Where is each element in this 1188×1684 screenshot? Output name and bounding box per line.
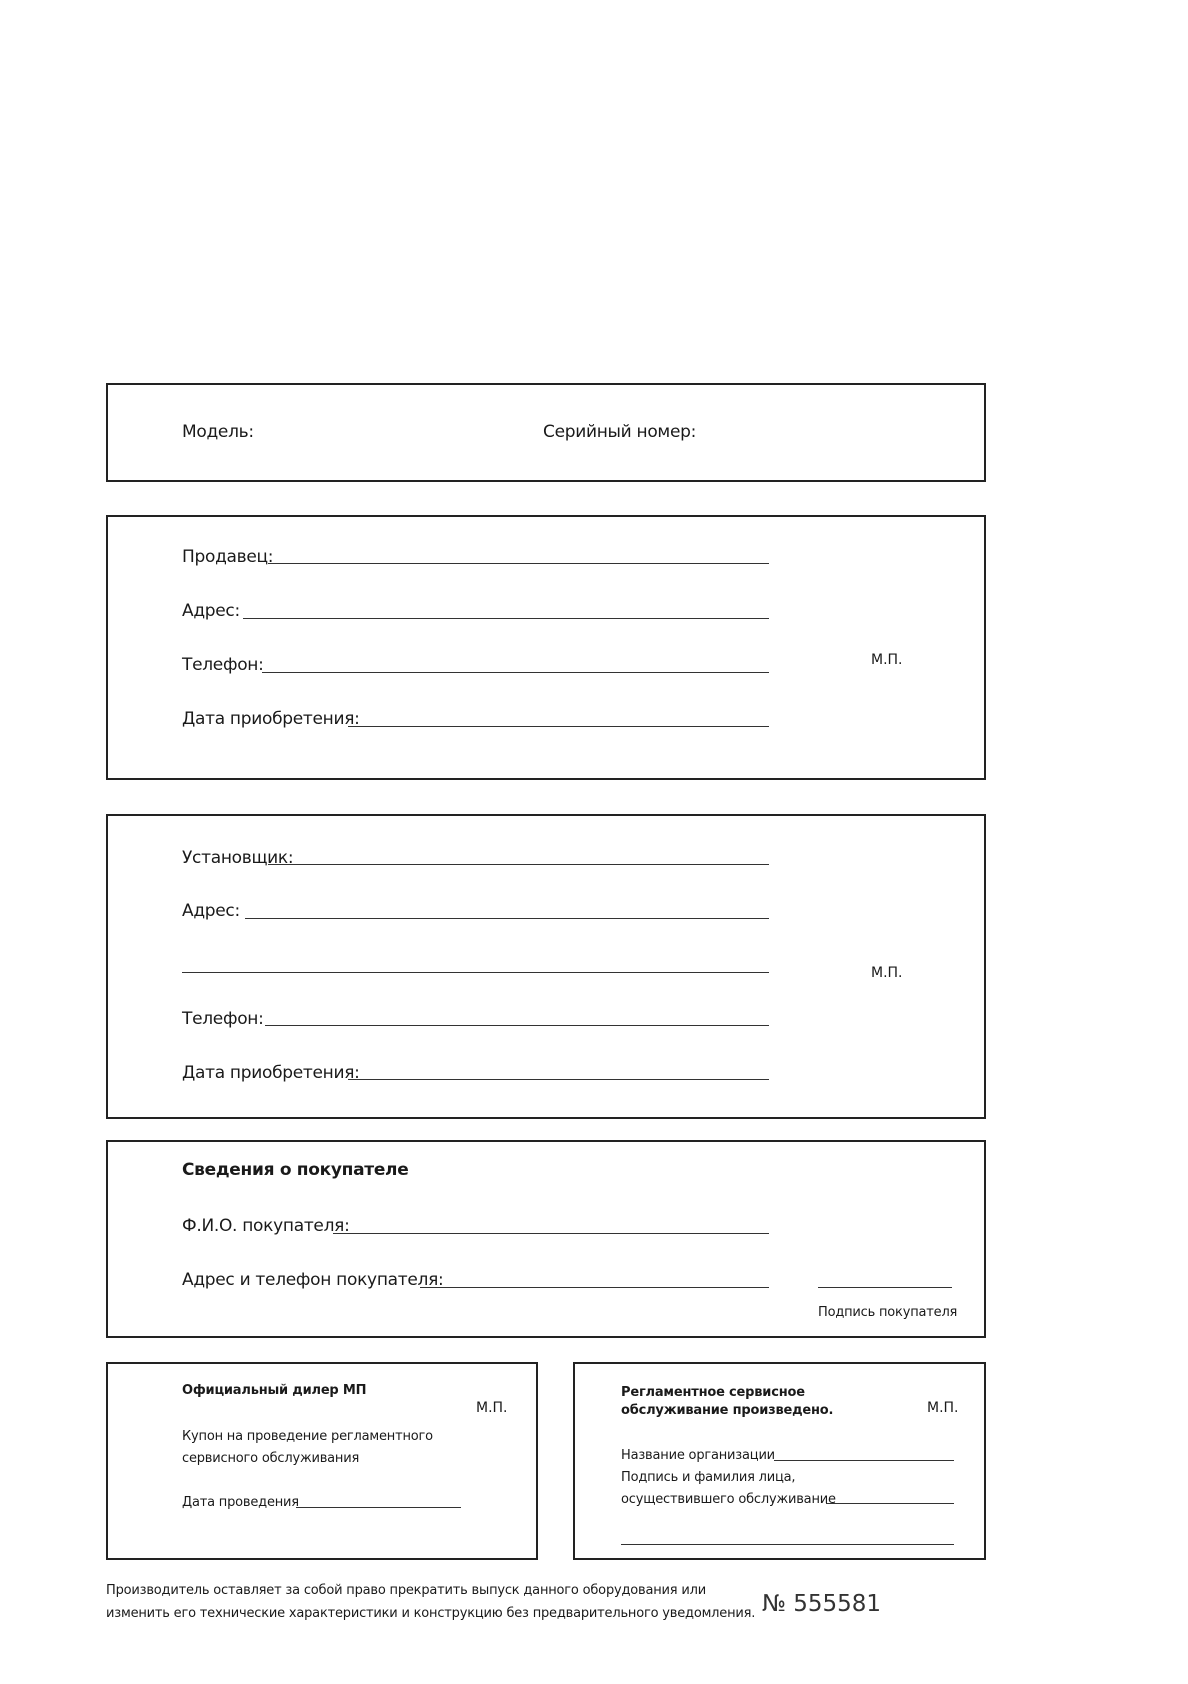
dealer-coupon-title: Официальный дилер МП (182, 1383, 367, 1398)
serial-number-label: Серийный номер: (543, 422, 697, 442)
buyer-signature-caption: Подпись покупателя (818, 1305, 958, 1320)
service-performed-stamp-label: М.П. (927, 1400, 959, 1416)
model-label: Модель: (182, 422, 254, 442)
dealer-coupon-description-line2: сервисного обслуживания (182, 1451, 360, 1466)
dealer-coupon-date-label: Дата проведения (182, 1495, 299, 1510)
service-performed-title-line1: Регламентное сервисное (621, 1385, 805, 1400)
dealer-coupon-stamp-label: М.П. (476, 1400, 508, 1416)
installer-address-extra-line[interactable] (182, 972, 769, 973)
seller-phone-label: Телефон: (182, 655, 264, 675)
seller-stamp-label: М.П. (871, 652, 903, 668)
technician-signature-input-line[interactable] (826, 1503, 954, 1504)
buyer-signature-line[interactable] (818, 1287, 952, 1288)
installer-phone-input-line[interactable] (265, 1025, 769, 1026)
footer-disclaimer-line1: Производитель оставляет за собой право прекратить выпуск данного оборудования или (106, 1583, 706, 1598)
installer-address-label: Адрес: (182, 901, 240, 921)
service-performed-title-line2: обслуживание произведено. (621, 1403, 834, 1418)
organization-name-input-line[interactable] (774, 1460, 954, 1461)
buyer-section-heading: Сведения о покупателе (182, 1160, 409, 1180)
installer-input-line[interactable] (268, 864, 769, 865)
seller-phone-input-line[interactable] (262, 672, 769, 673)
technician-signature-label-line2: осуществившего обслуживание (621, 1492, 836, 1507)
installer-address-input-line[interactable] (245, 918, 769, 919)
seller-address-label: Адрес: (182, 601, 240, 621)
buyer-name-label: Ф.И.О. покупателя: (182, 1216, 350, 1236)
seller-label: Продавец: (182, 547, 274, 567)
document-number: № 555581 (762, 1591, 882, 1617)
dealer-coupon-description-line1: Купон на проведение регламентного (182, 1429, 433, 1444)
organization-name-label: Название организации (621, 1448, 775, 1463)
footer-disclaimer-line2: изменить его технические характеристики и конструкцию без предварительного уведомления. (106, 1606, 756, 1621)
seller-input-line[interactable] (268, 563, 769, 564)
buyer-address-phone-label: Адрес и телефон покупателя: (182, 1270, 444, 1290)
technician-signature-label-line1: Подпись и фамилия лица, (621, 1470, 796, 1485)
installer-stamp-label: М.П. (871, 965, 903, 981)
installer-label: Установщик: (182, 848, 294, 868)
seller-address-input-line[interactable] (243, 618, 769, 619)
installer-purchase-date-input-line[interactable] (348, 1079, 769, 1080)
buyer-address-phone-input-line[interactable] (420, 1287, 769, 1288)
dealer-coupon-date-input-line[interactable] (296, 1507, 461, 1508)
seller-purchase-date-label: Дата приобретения: (182, 709, 360, 729)
installer-purchase-date-label: Дата приобретения: (182, 1063, 360, 1083)
buyer-name-input-line[interactable] (333, 1233, 769, 1234)
installer-phone-label: Телефон: (182, 1009, 264, 1029)
service-extra-input-line[interactable] (621, 1544, 954, 1545)
seller-purchase-date-input-line[interactable] (348, 726, 769, 727)
